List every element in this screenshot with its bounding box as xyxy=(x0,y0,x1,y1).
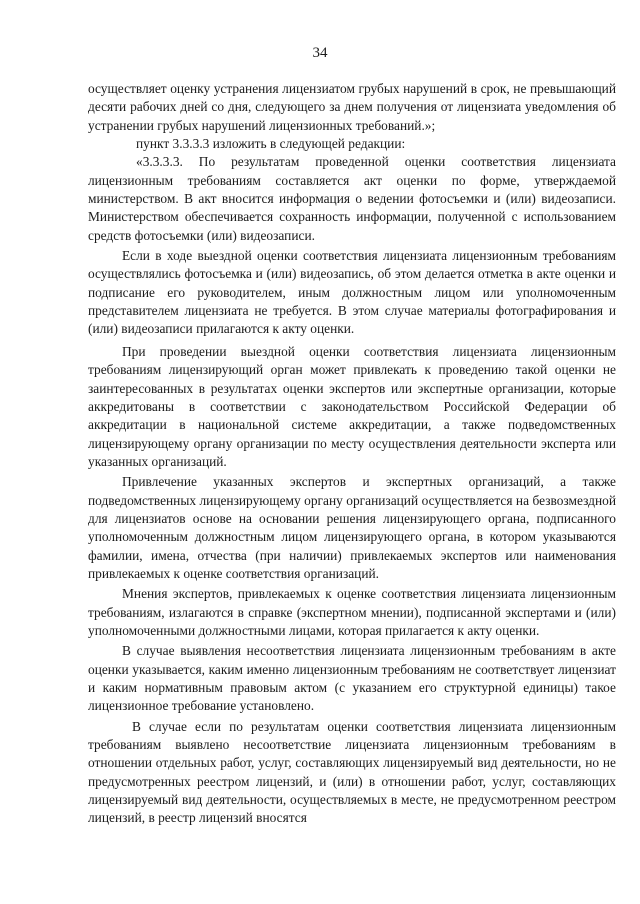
paragraph-3: «3.3.3.3. По результатам проведенной оценки соответствия лицензиата лицензионным требованиям составляется акт оценки по форме, утверждаемой министерством. В акт вносится информация о ведении фотосъемки и (или) видеозаписи. Министерством обеспечивается сохранность информации, полученной с использованием средств фотосъемки (или) видеозаписи. xyxy=(88,154,616,243)
paragraph-6: Привлечение указанных экспертов и экспертных организаций, а также подведомственных лицензирующему органу организаций осуществляется на безвозмездной для лицензиатов основе на основании решения лицензирующего органа, подписанного уполномоченным должностным лицом лицензирующего органа, в котором указываются фамилии, имена, отчества (при наличии) привлекаемых экспертов или наименования привлекаемых к оценке соответствия организаций. xyxy=(88,474,616,581)
paragraph-5: При проведении выездной оценки соответствия лицензиата лицензионным требованиям лицензирующий орган может привлекать к проведению такой оценки не заинтересованных в результатах оценки экспертов или экспертные организации, которые аккредитованы в соответствии с законодательством Российской Федерации об аккредитации в национальной системе аккредитации, а также подведомственных лицензирующему органу организации по месту осуществления деятельности эксперта или указанных организаций. xyxy=(88,343,616,469)
paragraph-4: Если в ходе выездной оценки соответствия лицензиата лицензионным требованиям осуществлялись фотосъемка и (или) видеозапись, об этом делается отметка в акте оценки и подписание его руководителем, иным должностным лицом или уполномоченным представителем лицензиата не требуется. В этом случае материалы фотографирования и (или) видеозаписи прилагаются к акту оценки. xyxy=(88,248,616,337)
paragraph-8: В случае выявления несоответствия лицензиата лицензионным требованиям в акте оценки указывается, каким именно лицензионным требованиям не соответствует лицензиат и каким нормативным правовым актом (с указанием его структурной единицы) такое лицензионное требование установлено. xyxy=(88,643,616,714)
page-number: 34 xyxy=(312,45,328,61)
paragraph-7: Мнения экспертов, привлекаемых к оценке соответствия лицензиата лицензионным требованиям, излагаются в справке (экспертном мнении), подписанной экспертами и (или) уполномоченными должностными лицами, которая прилагается к акту оценки. xyxy=(88,586,616,638)
paragraph-9: В случае если по результатам оценки соответствия лицензиата лицензионным требованиям выявлено несоответствие лицензиата лицензионным требованиям в отношении отдельных работ, услуг, составляющих лицензируемый вид деятельности, но не предусмотренных реестром лицензий, и (или) в отношении работ, услуг, составляющих лицензируемый вид деятельности, осуществляемых в месте, не предусмотренном реестром лицензий, в реестр лицензий вносятся xyxy=(88,718,616,826)
document-body xyxy=(88,80,616,828)
paragraph-1: осуществляет оценку устранения лицензиатом грубых нарушений в срок, не превышающий десяти рабочих дней со дня, следующего за днем получения от лицензиата уведомления об устранении грубых нарушений лицензионных требований.»; xyxy=(88,81,616,133)
paragraph-2: пункт 3.3.3.3 изложить в следующей редакции: xyxy=(136,136,406,152)
